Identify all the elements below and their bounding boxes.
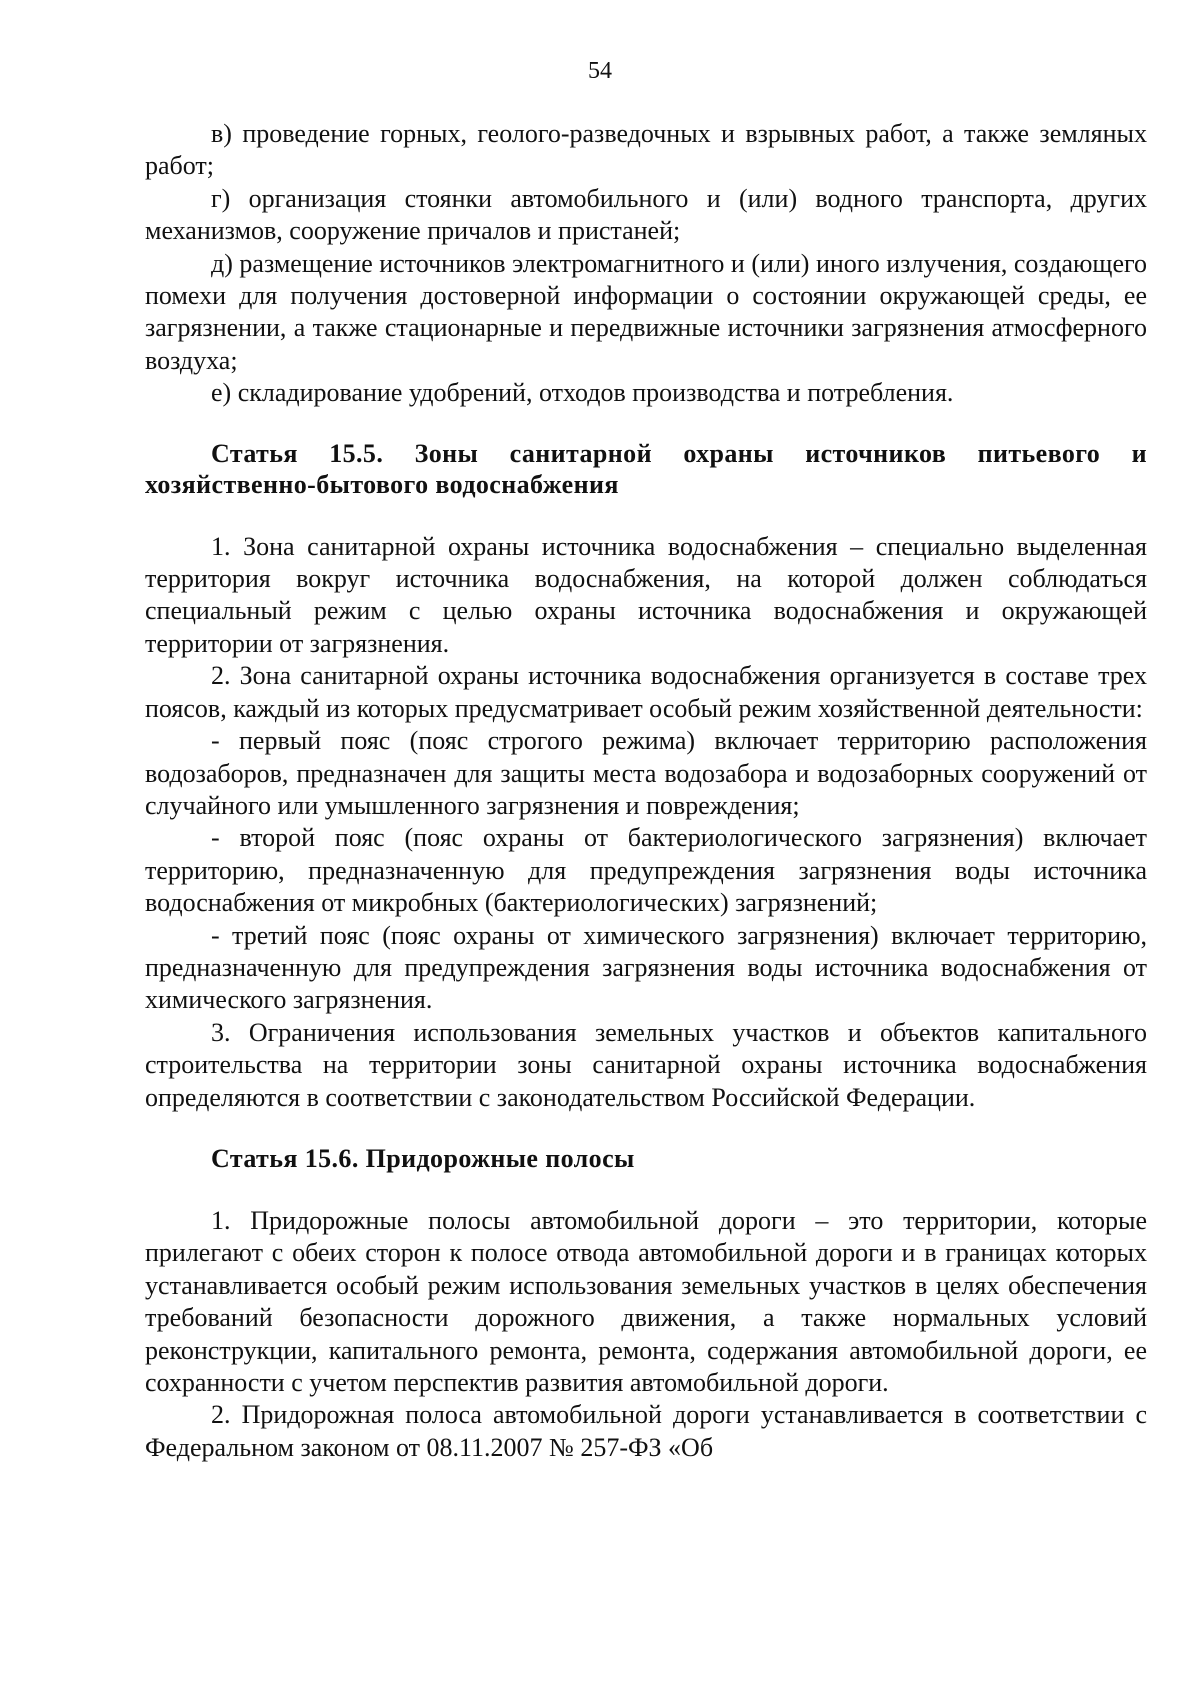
belt-first: - первый пояс (пояс строгого режима) включает территорию расположения водозаборов, предназначен для защиты места водозабора и водозаборных сооружений от случайного или умышленного загрязнения и повреждения;	[145, 726, 1147, 820]
article-15-6-heading: Статья 15.6. Придорожные полосы	[211, 1143, 635, 1173]
article-15-5-paragraph-3: 3. Ограничения использования земельных участков и объектов капитального строительства на территории зоны санитарной охраны источника водоснабжения определяются в соответствии с законодательством Российской Федерации.	[145, 1017, 1147, 1112]
article-15-5-paragraph-1: 1. Зона санитарной охраны источника водоснабжения – специально выделенная территория вокруг источника водоснабжения, на которой должен соблюдаться специальный режим с целью охраны источника водоснабжения и окружающей территории от загрязнения.	[145, 531, 1147, 658]
article-15-5-heading: Статья 15.5. Зоны санитарной охраны источников питьевого и хозяйственно-бытового водоснабжения	[145, 438, 1147, 499]
article-15-6-paragraph-2: 2. Придорожная полоса автомобильной дороги устанавливается в соответствии с Федеральном законом от 08.11.2007 № 257-ФЗ «Об	[145, 1400, 1147, 1462]
list-item-e: е) складирование удобрений, отходов производства и потребления.	[211, 378, 954, 408]
document-body	[145, 118, 1147, 1464]
belt-third: - третий пояс (пояс охраны от химического загрязнения) включает территорию, предназначенную для предупреждения загрязнения воды источника водоснабжения от химического загрязнения.	[145, 920, 1147, 1015]
list-item-d: д) размещение источников электромагнитного и (или) иного излучения, создающего помехи для получения достоверной информации о состоянии окружающей среды, ее загрязнении, а также стационарные и передвижные источники загрязнения атмосферного воздуха;	[145, 248, 1147, 375]
list-item-v: в) проведение горных, геолого-разведочных и взрывных работ, а также земляных работ;	[145, 119, 1147, 181]
page-number: 54	[588, 58, 612, 84]
belt-second: - второй пояс (пояс охраны от бактериологического загрязнения) включает территорию, предназначенную для предупреждения загрязнения воды источника водоснабжения от микробных (бактериологических) загрязнений;	[145, 823, 1147, 918]
article-15-6-paragraph-1: 1. Придорожные полосы автомобильной дороги – это территории, которые прилегают с обеих сторон к полосе отвода автомобильной дороги и в границах которых устанавливается особый режим использования земельных участков в целях обеспечения требований безопасности дорожного движения, а также нормальных условий реконструкции, капитального ремонта, ремонта, содержания автомобильной дороги, ее сохранности с учетом перспектив развития автомобильной дороги.	[145, 1205, 1147, 1397]
article-15-5-paragraph-2: 2. Зона санитарной охраны источника водоснабжения организуется в составе трех поясов, каждый из которых предусматривает особый режим хозяйственной деятельности:	[145, 661, 1147, 723]
list-item-g: г) организация стоянки автомобильного и (или) водного транспорта, других механизмов, сооружение причалов и пристаней;	[145, 183, 1147, 246]
